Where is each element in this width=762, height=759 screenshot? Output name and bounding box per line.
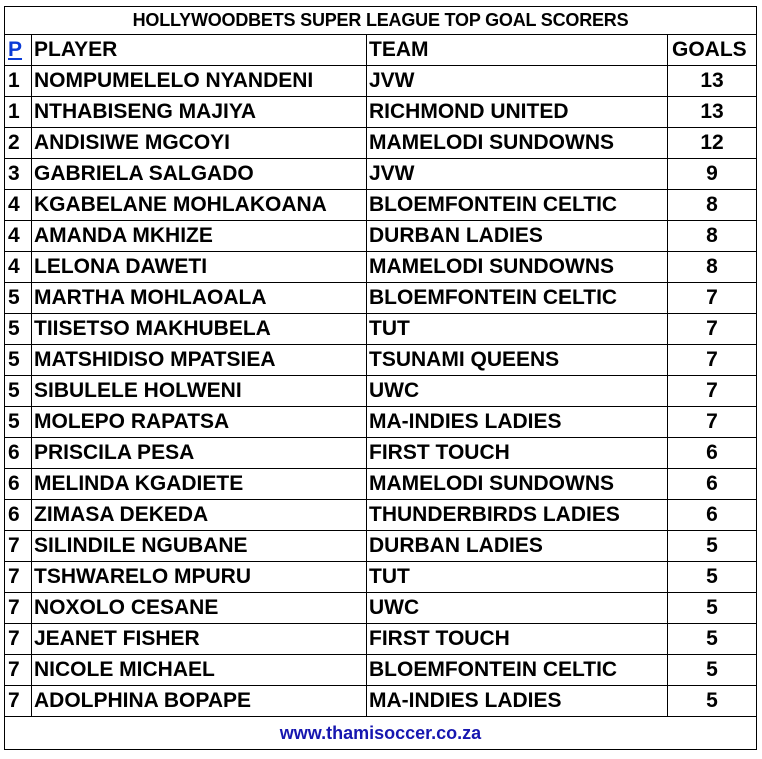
player-cell: ANDISIWE MGCOYI: [32, 128, 367, 159]
team-cell: DURBAN LADIES: [367, 531, 668, 562]
team-cell: TUT: [367, 314, 668, 345]
table-row: [5, 500, 757, 531]
position-cell: 2: [5, 128, 32, 159]
position-cell: 3: [5, 159, 32, 190]
player-cell: KGABELANE MOHLAKOANA: [32, 190, 367, 221]
website-link[interactable]: www.thamisoccer.co.za: [5, 717, 757, 750]
table-row: [5, 407, 757, 438]
goals-cell: 13: [668, 66, 757, 97]
table-row: [5, 531, 757, 562]
player-cell: ZIMASA DEKEDA: [32, 500, 367, 531]
goals-cell: 8: [668, 221, 757, 252]
goals-header: GOALS: [668, 35, 757, 66]
title-row: [5, 7, 757, 35]
player-cell: GABRIELA SALGADO: [32, 159, 367, 190]
header-row: [5, 35, 757, 66]
team-cell: MAMELODI SUNDOWNS: [367, 469, 668, 500]
table-row: [5, 97, 757, 128]
table-body: [5, 7, 757, 717]
table-row: [5, 593, 757, 624]
goals-cell: 6: [668, 469, 757, 500]
table-row: [5, 66, 757, 97]
team-cell: MAMELODI SUNDOWNS: [367, 252, 668, 283]
goals-cell: 9: [668, 159, 757, 190]
table-row: [5, 469, 757, 500]
table-row: [5, 624, 757, 655]
team-cell: BLOEMFONTEIN CELTIC: [367, 655, 668, 686]
table-row: [5, 221, 757, 252]
position-cell: 4: [5, 221, 32, 252]
goals-cell: 5: [668, 593, 757, 624]
team-cell: TSUNAMI QUEENS: [367, 345, 668, 376]
table-row: [5, 376, 757, 407]
goals-cell: 8: [668, 252, 757, 283]
position-cell: 5: [5, 345, 32, 376]
team-cell: JVW: [367, 66, 668, 97]
team-cell: FIRST TOUCH: [367, 438, 668, 469]
player-cell: NOXOLO CESANE: [32, 593, 367, 624]
goals-cell: 6: [668, 500, 757, 531]
team-cell: THUNDERBIRDS LADIES: [367, 500, 668, 531]
goals-cell: 7: [668, 314, 757, 345]
position-cell: 4: [5, 252, 32, 283]
position-sort-link[interactable]: P: [8, 38, 23, 61]
player-cell: JEANET FISHER: [32, 624, 367, 655]
team-cell: JVW: [367, 159, 668, 190]
position-cell: 5: [5, 283, 32, 314]
goals-cell: 5: [668, 686, 757, 717]
team-cell: UWC: [367, 376, 668, 407]
table-row: [5, 190, 757, 221]
table-row: [5, 314, 757, 345]
position-cell: 5: [5, 407, 32, 438]
position-cell: 6: [5, 469, 32, 500]
player-cell: TSHWARELO MPURU: [32, 562, 367, 593]
goals-cell: 5: [668, 562, 757, 593]
position-cell: 1: [5, 97, 32, 128]
team-cell: MAMELODI SUNDOWNS: [367, 128, 668, 159]
player-cell: ADOLPHINA BOPAPE: [32, 686, 367, 717]
player-cell: LELONA DAWETI: [32, 252, 367, 283]
goal-scorers-table: [4, 6, 757, 750]
team-header: TEAM: [367, 35, 668, 66]
table-title: HOLLYWOODBETS SUPER LEAGUE TOP GOAL SCORERS: [5, 7, 757, 35]
player-cell: TIISETSO MAKHUBELA: [32, 314, 367, 345]
player-cell: SIBULELE HOLWENI: [32, 376, 367, 407]
position-cell: 7: [5, 531, 32, 562]
team-cell: FIRST TOUCH: [367, 624, 668, 655]
team-cell: RICHMOND UNITED: [367, 97, 668, 128]
player-cell: MOLEPO RAPATSA: [32, 407, 367, 438]
player-cell: PRISCILA PESA: [32, 438, 367, 469]
table-row: [5, 252, 757, 283]
table-row: [5, 128, 757, 159]
goals-cell: 7: [668, 283, 757, 314]
goals-cell: 5: [668, 624, 757, 655]
position-cell: 7: [5, 593, 32, 624]
player-cell: SILINDILE NGUBANE: [32, 531, 367, 562]
goals-cell: 8: [668, 190, 757, 221]
team-cell: BLOEMFONTEIN CELTIC: [367, 283, 668, 314]
player-cell: MELINDA KGADIETE: [32, 469, 367, 500]
position-cell: 6: [5, 500, 32, 531]
team-cell: MA-INDIES LADIES: [367, 407, 668, 438]
goals-cell: 12: [668, 128, 757, 159]
team-cell: DURBAN LADIES: [367, 221, 668, 252]
position-cell: 5: [5, 314, 32, 345]
player-cell: MARTHA MOHLAOALA: [32, 283, 367, 314]
goals-cell: 5: [668, 531, 757, 562]
goals-cell: 13: [668, 97, 757, 128]
table-row: [5, 562, 757, 593]
table-row: [5, 283, 757, 314]
player-cell: NTHABISENG MAJIYA: [32, 97, 367, 128]
position-cell: 7: [5, 562, 32, 593]
position-cell: 7: [5, 624, 32, 655]
table-row: [5, 345, 757, 376]
team-cell: UWC: [367, 593, 668, 624]
table-row: [5, 438, 757, 469]
table-row: [5, 159, 757, 190]
goals-cell: 7: [668, 345, 757, 376]
position-cell: 7: [5, 686, 32, 717]
goals-cell: 7: [668, 407, 757, 438]
position-cell: 5: [5, 376, 32, 407]
player-cell: AMANDA MKHIZE: [32, 221, 367, 252]
player-header: PLAYER: [32, 35, 367, 66]
position-header[interactable]: [5, 35, 32, 66]
table-row: [5, 686, 757, 717]
goals-cell: 6: [668, 438, 757, 469]
position-cell: 1: [5, 66, 32, 97]
team-cell: MA-INDIES LADIES: [367, 686, 668, 717]
player-cell: MATSHIDISO MPATSIEA: [32, 345, 367, 376]
team-cell: TUT: [367, 562, 668, 593]
table-row: [5, 655, 757, 686]
position-cell: 7: [5, 655, 32, 686]
player-cell: NOMPUMELELO NYANDENI: [32, 66, 367, 97]
position-cell: 6: [5, 438, 32, 469]
team-cell: BLOEMFONTEIN CELTIC: [367, 190, 668, 221]
position-cell: 4: [5, 190, 32, 221]
player-cell: NICOLE MICHAEL: [32, 655, 367, 686]
goals-cell: 7: [668, 376, 757, 407]
footer-row: [5, 717, 757, 750]
goals-cell: 5: [668, 655, 757, 686]
